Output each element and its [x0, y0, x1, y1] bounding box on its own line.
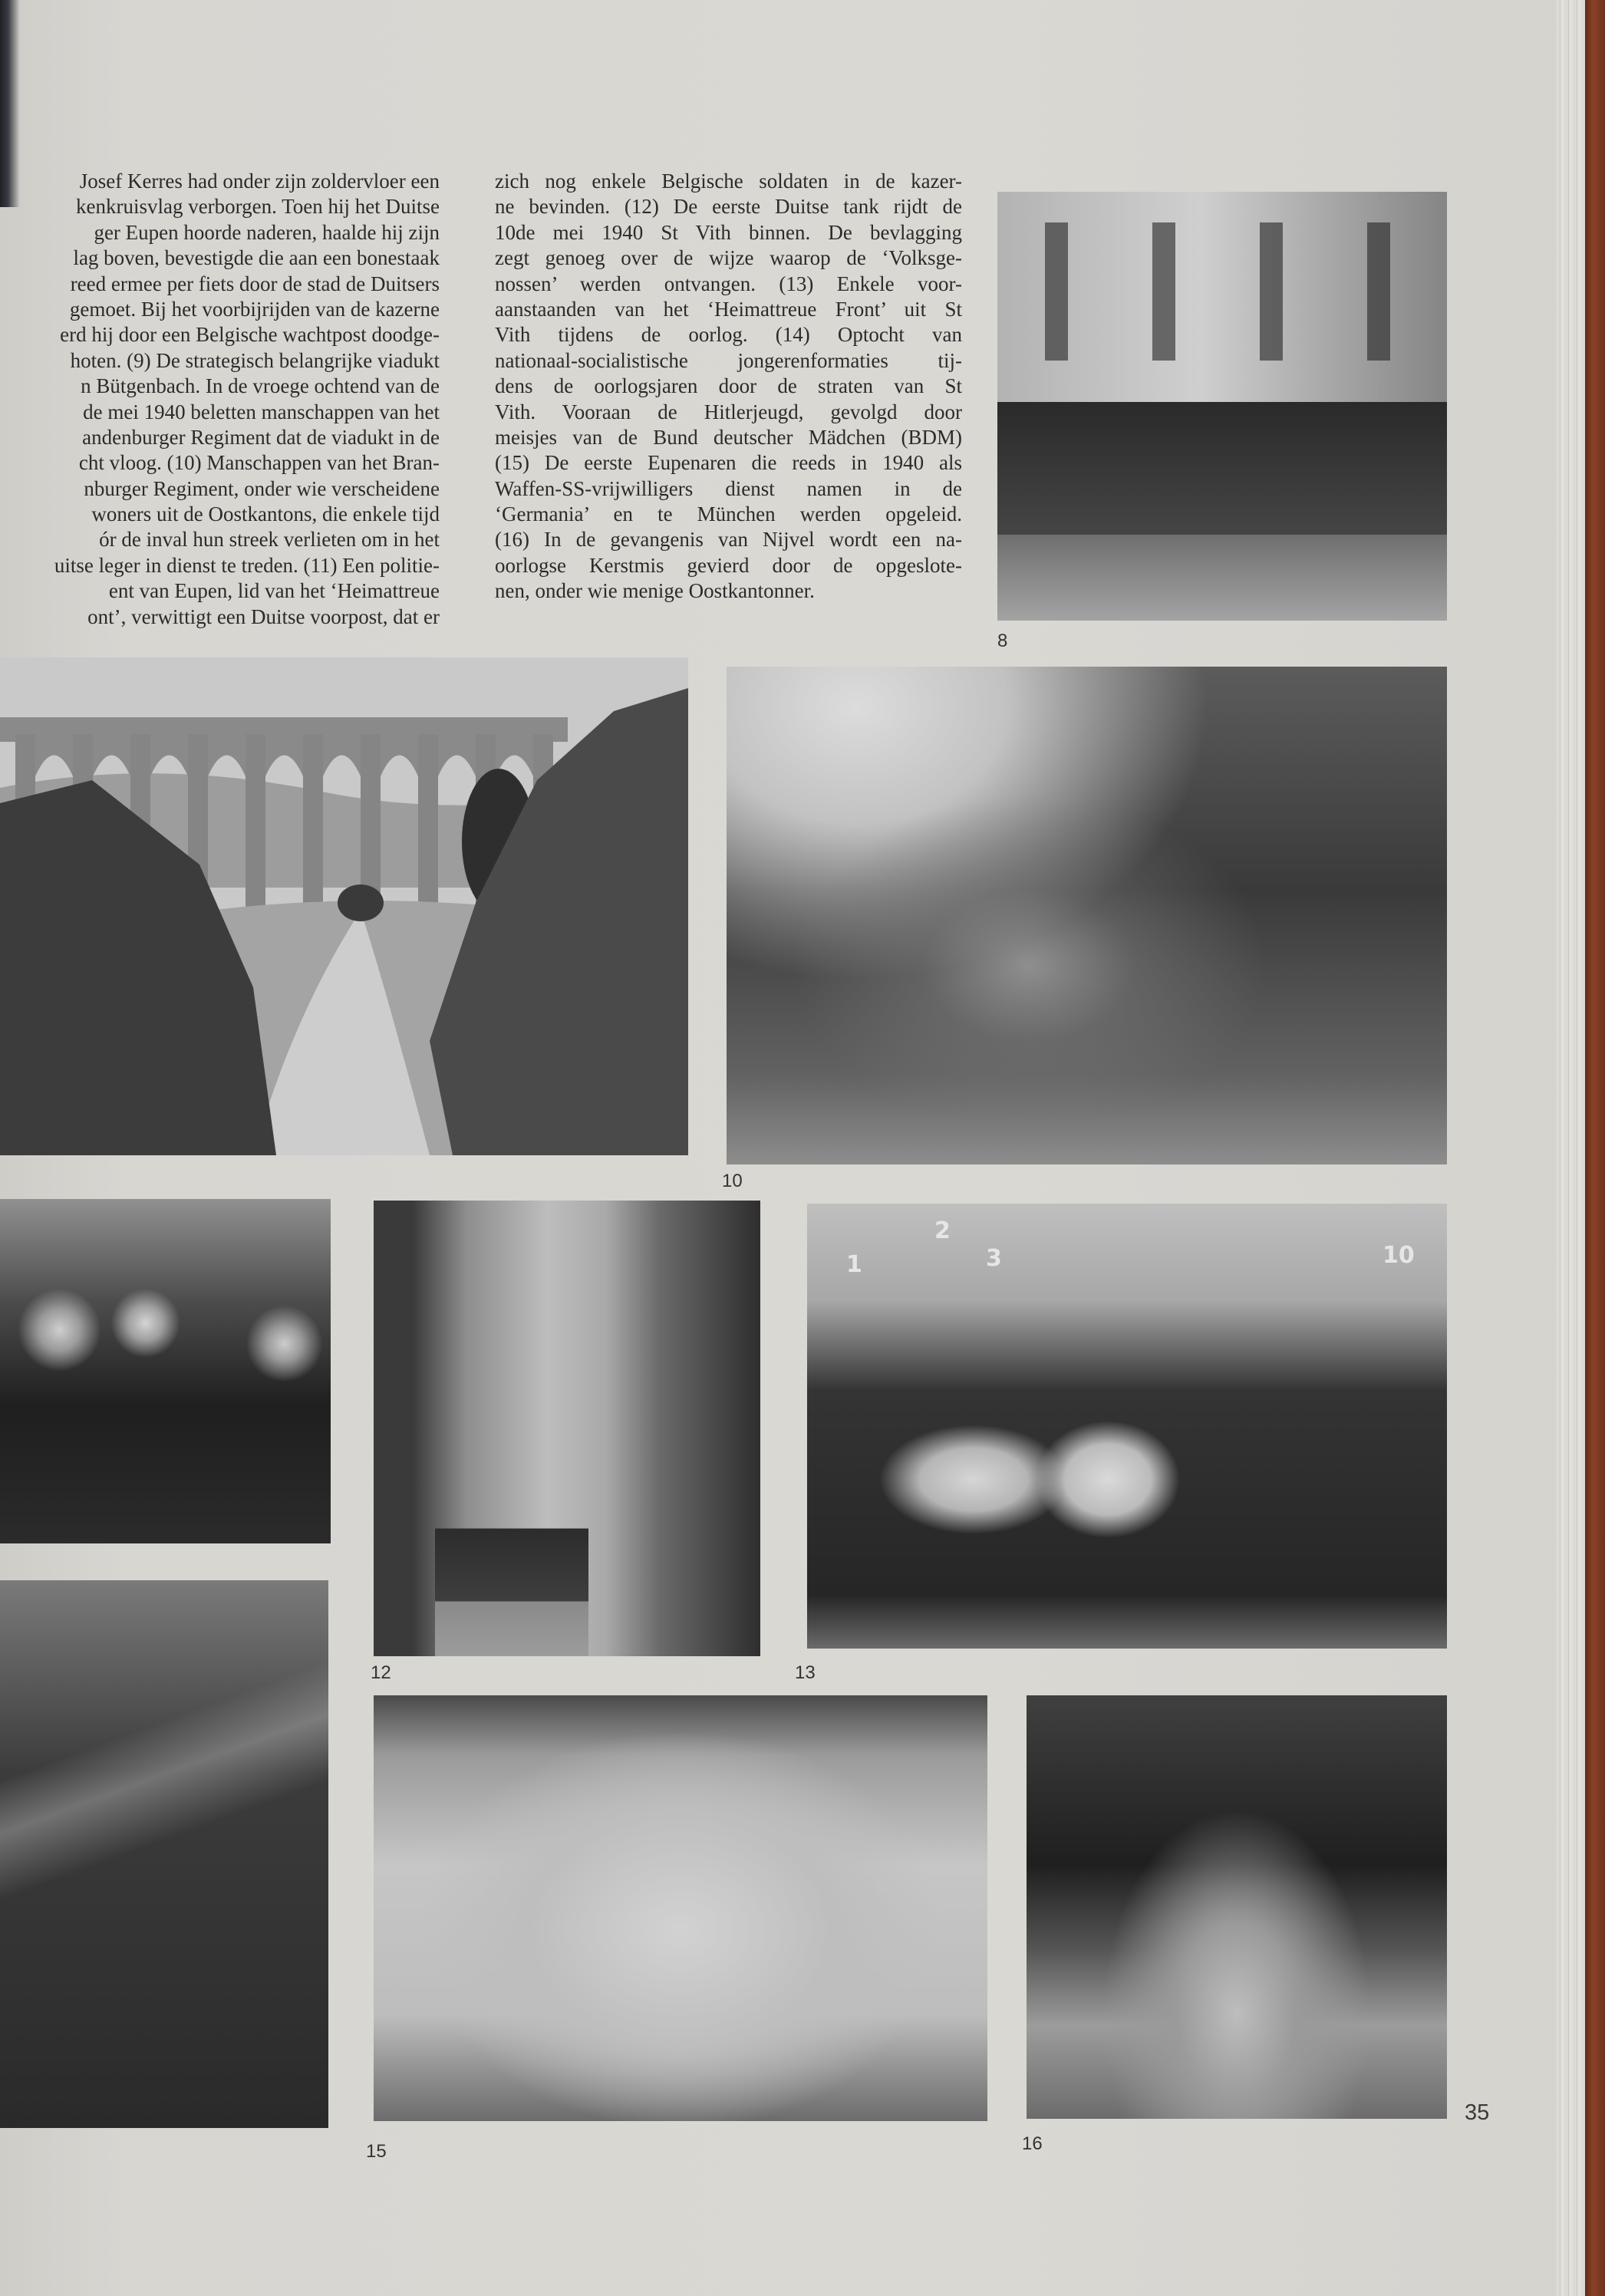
text-line: nossen’ werden ontvangen. (13) Enkele voor-	[495, 272, 962, 295]
text-line: ór de inval hun streek verlieten om in het	[99, 528, 440, 552]
text-line: cht vloog. (10) Manschappen van het Bran-	[78, 451, 440, 475]
text-line: Josef Kerres had onder zijn zoldervloer een	[79, 170, 440, 193]
photo-caption-number: 16	[1022, 2133, 1043, 2154]
text-line: ont’, verwittigt een Duitse voorpost, dat er	[87, 604, 440, 628]
photo-caption-number: 10	[722, 1171, 743, 1191]
text-line: reed ermee per fiets door de stad de Duitsers	[70, 272, 440, 295]
text-line: de mei 1940 beletten manschappen van het	[83, 400, 440, 423]
text-line: erd hij door een Belgische wachtpost doodge-	[60, 323, 440, 347]
text-line: aanstaanden van het ‘Heimattreue Front’ uit St	[495, 297, 962, 321]
text-line: ent van Eupen, lid van het ‘Heimattreue	[108, 579, 440, 603]
text-line: (16) In de gevangenis van Nijvel wordt een na-	[495, 528, 962, 552]
text-line: dens de oorlogsjaren door de straten van St	[495, 374, 962, 398]
photo-label: 10	[1383, 1242, 1415, 1269]
text-line: ger Eupen hoorde naderen, haalde hij zijn	[94, 220, 440, 244]
text-line: Vith. Vooraan de Hitlerjeugd, gevolgd door	[495, 400, 962, 423]
photo-prison-dinner	[1027, 1695, 1447, 2119]
text-line: nburger Regiment, onder wie verscheidene	[84, 476, 440, 500]
text-line: (15) De eerste Eupenaren die reeds in 1940 als	[495, 451, 962, 475]
page-number: 35	[1465, 2100, 1490, 2125]
text-line: nen, onder wie menige Oostkantonner.	[495, 579, 815, 603]
wooden-surface	[1585, 0, 1605, 2296]
text-line: lag boven, bevestigde die aan een bonestaak	[73, 246, 440, 270]
text-line: meisjes van de Bund deutscher Mädchen (BDM)	[495, 425, 962, 449]
page-edges	[1556, 0, 1585, 2296]
text-line: uitse leger in dienst te treden. (11) Een politie-	[54, 553, 440, 577]
photo-viaduct	[0, 657, 688, 1155]
photo-caption-number: 8	[997, 631, 1008, 651]
shrub	[338, 884, 384, 921]
text-line: ne bevinden. (12) De eerste Duitse tank rijdt de	[495, 195, 962, 219]
text-line: 10de mei 1940 St Vith binnen. De bevlagging	[495, 220, 962, 244]
photo-soldiers	[727, 667, 1447, 1164]
photo-label: 3	[986, 1245, 1002, 1272]
text-line: kenkruisvlag verborgen. Toen hij het Duitse	[75, 195, 440, 219]
text-line: ‘Germania’ en te München werden opgeleid.	[495, 502, 962, 526]
text-line: andenburger Regiment dat de viadukt in de	[82, 425, 440, 449]
photo-caption-number: 12	[371, 1662, 391, 1683]
text-line: zegt genoeg over de wijze waarop de ‘Volksge-	[495, 246, 962, 270]
photo-tank-street-flags	[374, 1201, 760, 1656]
text-line: oorlogse Kerstmis gevierd door de opgeslote-	[495, 553, 962, 577]
text-column-left	[0, 169, 440, 630]
text-line: zich nog enkele Belgische soldaten in de kazer-	[495, 170, 962, 193]
text-line: n Bütgenbach. In de vroege ochtend van de	[81, 374, 440, 398]
photo-parade	[0, 1580, 328, 2128]
photo-policeman	[0, 1199, 331, 1543]
viaduct-illustration	[0, 657, 688, 1155]
text-line: Waffen-SS-vrijwilligers dienst namen in de	[495, 476, 962, 500]
photo-caption-number: 13	[795, 1662, 816, 1683]
photo-label: 2	[934, 1217, 951, 1244]
text-line: woners uit de Oostkantons, die enkele tijd	[91, 502, 440, 526]
text-line: hoten. (9) De strategisch belangrijke viadukt	[70, 348, 440, 372]
photo-caption-number: 15	[366, 2141, 387, 2162]
text-line: nationaal-socialistische jongerenformaties tij-	[495, 348, 962, 372]
text-line: Vith tijdens de oorlog. (14) Optocht van	[495, 323, 962, 347]
photo-label: 1	[846, 1251, 862, 1278]
text-line: gemoet. Bij het voorbijrijden van de kazerne	[69, 297, 440, 321]
photo-volunteers-group	[374, 1695, 987, 2121]
photo-group-men	[807, 1204, 1447, 1649]
text-column-right	[495, 169, 962, 604]
photo-street-cyclist	[997, 192, 1447, 621]
